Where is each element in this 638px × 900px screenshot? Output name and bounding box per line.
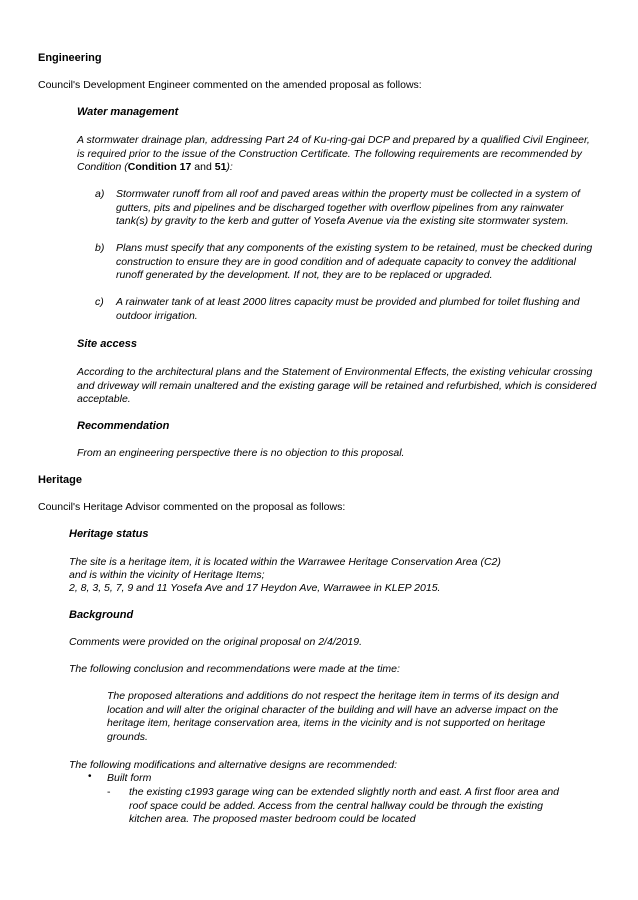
heritage-status-line3: 2, 8, 3, 5, 7, 9 and 11 Yosefa Ave and 17 Heydon Ave, Warrawee in KLEP 2015. [69,582,441,594]
background-p2: The following conclusion and recommendations were made at the time: [69,663,400,675]
heritage-status-line1: The site is a heritage item, it is located within the Warrawee Heritage Conservation Area (C2) [69,556,501,568]
list-text: Plans must specify that any components of the existing system to be retained, must be checked during construction to ensure they are in good condition and of adequate capacity to convey the additional runoff generated by the development. If not, they are to be replaced or upgraded. [116,242,593,281]
water-requirements-list [95,188,605,324]
background-p1: Comments were provided on the original proposal on 2/4/2019. [69,636,363,648]
bullet-icon: • [88,771,92,782]
condition-17: Condition 17 [127,161,192,173]
list-item [95,242,605,296]
background-heading: Background [69,609,134,621]
engineering-intro: Council's Development Engineer commented on the amended proposal as follows: [38,79,422,91]
bullet-built-form: Built form [107,772,152,784]
water-para-pre: A stormwater drainage plan, addressing Part 24 of Ku-ring-gai DCP and prepared by a qualified Civil Engineer, is required prior to the issue of the Construction Certificate. The following requirements are recommended by Condition ( [77,134,590,173]
background-p3: The following modifications and alternative designs are recommended: [69,759,398,771]
condition-and: and [191,161,215,173]
list-item [95,296,605,324]
list-label: b) [95,242,105,254]
background-quote: The proposed alterations and additions do not respect the heritage item in terms of its design and location and will alter the original character of the building and will have an adverse impact on the heritage item, heritage conservation area, items in the vicinity and is not supported on heritage grounds. [107,690,559,743]
heritage-status-heading: Heritage status [69,528,149,540]
water-management-paragraph [77,134,597,175]
list-label: a) [95,188,105,200]
heritage-status-line2: and is within the vicinity of Heritage Items; [69,569,265,581]
site-access-text: According to the architectural plans and the Statement of Environmental Effects, the existing vehicular crossing and driveway will remain unaltered and the existing garage will be retained and refurbished, which is considered acceptable. [77,366,597,405]
recommendation-text: From an engineering perspective there is no objection to this proposal. [77,447,405,459]
list-label: c) [95,296,104,308]
dash-icon: - [107,786,111,798]
engineering-heading: Engineering [38,52,102,64]
water-management-heading: Water management [77,106,179,118]
site-access-heading: Site access [77,338,137,350]
water-para-post: ): [226,161,233,173]
heritage-intro: Council's Heritage Advisor commented on the proposal as follows: [38,501,346,513]
built-form-detail: the existing c1993 garage wing can be extended slightly north and east. A first floor area and roof space could be added. Access from the central hallway could be through the existing kitchen area. The proposed master bedroom could be located [129,786,559,825]
list-text: Stormwater runoff from all roof and paved areas within the property must be collected in a system of gutters, pits and pipelines and be discharged together with overflow pipelines from any rainwater tank(s) by gravity to the kerb and gutter of Yosefa Avenue via the existing site stormwater system. [116,188,580,227]
list-text: A rainwater tank of at least 2000 litres capacity must be provided and plumbed for toilet flushing and outdoor irrigation. [116,296,580,322]
recommendation-heading: Recommendation [77,420,170,432]
heritage-heading: Heritage [38,474,83,486]
list-item [95,188,605,242]
condition-51: 51 [214,161,227,173]
